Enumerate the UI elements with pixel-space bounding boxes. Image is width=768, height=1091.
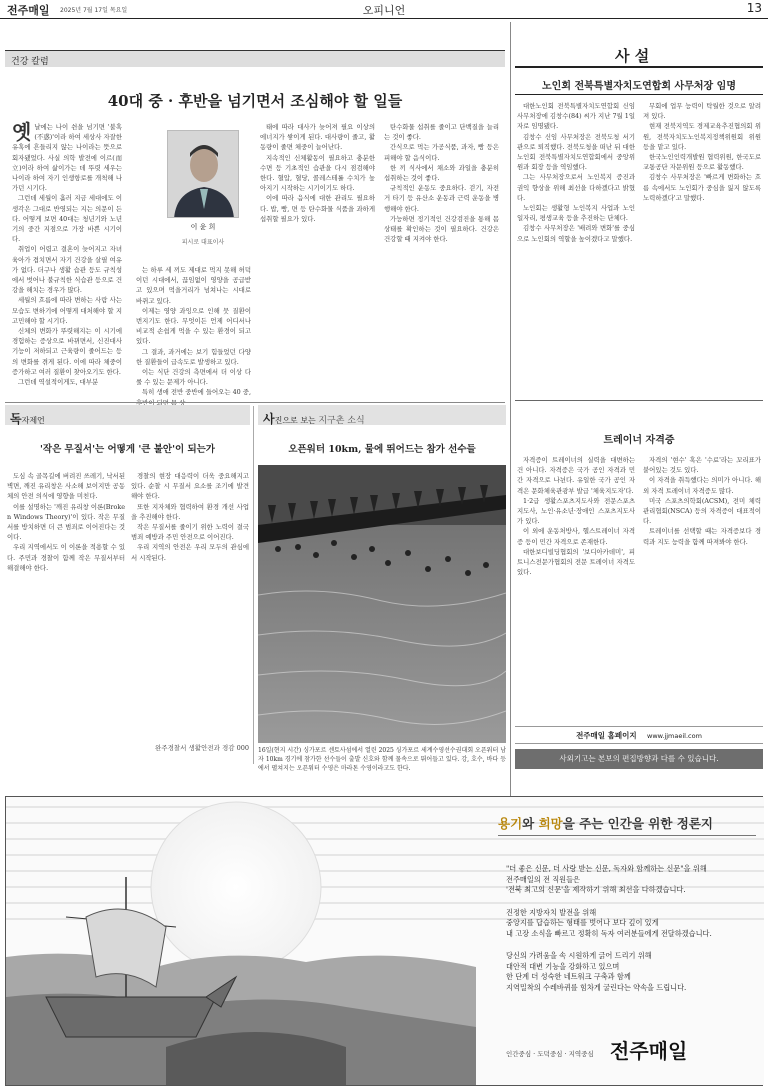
reader-opinion: [5, 405, 250, 765]
health-col1: [12, 122, 122, 387]
column-divider: [253, 406, 254, 764]
health-col4-p4: 가능하면 정기적인 건강검진을 통해 몸 상태를 확인하는 것이 필요하다. 건강은 건강할 때 지켜야 한다.: [384, 214, 499, 244]
editorial-col1-p4: 김창수 사무처장은 '배려와 변화'를 중심으로 노인회의 역할을 높이겠다고 말했다.: [517, 224, 635, 243]
vertical-divider: [510, 22, 511, 892]
photo-news-tag-accent: 지구촌 소식: [318, 416, 365, 426]
ad-para-1: [506, 864, 761, 896]
editorial-col1: [517, 101, 635, 244]
trainer-col1-p1: 1·2급 생활스포츠지도사와 전문스포츠지도사, 노인·유소년·장애인 스포츠지도사가 있다.: [517, 496, 635, 526]
ad-p2-l3: 내 고장 소식을 빠르고 정확히 독자 여러분들에게 전달하겠습니다.: [506, 928, 712, 938]
trainer-col1-p3: 대한보디빌딩협회의 '보디아카데미', 피트니스전문가협회의 전문 트레이너 자격도 있다.: [517, 547, 635, 577]
ad-p3-l4: 지역밀착의 수레바퀴를 힘차게 굴린다는 약속을 드립니다.: [506, 982, 687, 992]
trainer-col2-p0: 자격의 '현수' 혹은 '수료'라는 꼬리표가 붙어있는 것도 있다.: [643, 456, 761, 475]
issue-date: 2025년 7월 17일 목요일: [60, 7, 128, 14]
ad-p2-l2: 중앙지를 답습하는 형태를 벗어나 보다 깊이 있게: [506, 918, 659, 927]
health-col3-p2: 이에 따라 음식에 대한 관리도 필요하다. 밥, 빵, 면 등 탄수화물 식품을 과하게 섭취할 필요가 있다.: [260, 194, 375, 223]
homepage-label: 전주매일 홈페이지: [576, 731, 637, 740]
homepage-bar: [515, 726, 763, 744]
ad-p3-l1: 당신의 가려움을 속 시원하게 긁어 드리기 위해: [506, 951, 652, 960]
ad-headline-a: 용기: [498, 816, 523, 831]
health-col1-rest: [12, 193, 122, 387]
health-col2-p0: 는 하루 세 끼도 제대로 먹지 못해 허덕이던 시대에서, 끊임없이 영양을 공급받고 있으며 먹을거리가 넘쳐나는 시대로 바뀌고 있다.: [136, 266, 251, 305]
editorial-col1-p0: 대한노인회 전북특별자치도연합회 신임 사무처장에 김창수(84) 씨가 지난 7월 1일자로 임명됐다.: [517, 102, 635, 131]
reader-opinion-author: 완주경찰서 생활안전과 경감 000: [155, 744, 249, 752]
health-col4-p1: 간식으로 먹는 가공식품, 과자, 빵 등은 피해야 할 음식이다.: [384, 143, 499, 162]
reader-opinion-title: '작은 무질서'는 어떻게 '큰 불안'이 되는가: [39, 444, 215, 455]
health-col1-p4: 신체의 변화가 뚜렷해지는 이 시기에 경험하는 증상으로 바뀌면서, 신진대사 기능이 저하되고 근육량이 줄어드는 등의 변화를 겪게 된다. 이에 따라 체중이 증가하고 여러 질환이 찾아오기도 한다.: [12, 327, 122, 376]
notice-bar: 사외기고는 본보의 편집방향과 다를 수 있습니다.: [515, 749, 763, 769]
horizontal-divider: [5, 402, 505, 403]
editorial-col2-p1: 현재 전북지역도 경제교육추진협의회 위원, 전북자치도노인복지정책위원회 위원 등을 맡고 있다.: [643, 122, 761, 151]
editorial-col2: [643, 101, 761, 203]
ad-headline-d: 을 주는 인간을 위한 정론지: [562, 816, 713, 831]
health-col1-p0: 날에는 나이 쉰을 넘기면 '불혹(不惑)'이라 하여 세상사 자잘한 유혹에 흔들리지 않는 나이라는 뜻으로 회자됐었다. 사실 의학 발전에 이르(而立)이라 하여 삶이가는 데 뚜렷 세우는 나이라 하여 자기 인생항로를 개척해 나가던 시기다.: [12, 123, 122, 193]
ad-p1-l1: "더 좋은 신문, 더 사랑 받는 신문, 독자와 함께하는 신문"을 위해: [506, 864, 707, 873]
health-col4: [384, 122, 499, 244]
reader-opinion-col2-p3: 우리 지역의 안전은 우리 모두의 관심에서 시작된다.: [131, 543, 249, 562]
editorial-col1-p1: 김창수 신임 사무처장은 전북도청 서기관으로 퇴직했다. 전북도청을 떠난 뒤 대한노인회 전북특별자치도연합회에서 중앙위원과 회장 등을 역임했다.: [517, 132, 635, 172]
health-col3-p0: 태에 따라 대사가 늦어져 필요 이상의 에너지가 쌓이게 된다. 대사량이 줄고, 활동량이 줄면 체중이 늘어난다.: [260, 123, 375, 152]
health-col3-p1: 지속적인 신체활동이 필요하고 충분한 수면 등 기초적인 습관을 다시 점검해야 한다. 혈압, 혈당, 콜레스테롤 수치가 높아지기 시작하는 시기이기도 하다.: [260, 153, 375, 193]
editorial-col2-p0: 무회에 업무 능력이 탁월한 것으로 알려져 있다.: [643, 102, 761, 121]
reader-opinion-col1-p0: 도심 속 골목길에 버려진 쓰레기, 낙서된 벽면, 깨진 유리창은 사소해 보이지만 공동체의 안전 의식에 영향을 미친다.: [7, 472, 125, 501]
trainer-col1-p0: 자격증이 트레이너의 실력을 대변하는 건 아니다. 자격증은 국가 공인 자격과 민간 자격으로 나뉜다. 유일한 국가 공인 자격은 문화체육관광부 발급 '체육지도자'다.: [517, 456, 635, 495]
reader-opinion-col2-p0: 경찰의 현장 대응력이 더욱 중요해지고 있다. 순찰 시 무질서 요소를 조기에 발견해야 한다.: [131, 472, 249, 501]
health-column: [5, 50, 505, 400]
editorial-col2-p2: 한국노인인력개발원 협력위원, 한국도로교통공단 자문위원 등으로 활동했다.: [643, 153, 761, 172]
ad-p2-l1: 진정한 지방자치 발전을 위해: [506, 907, 597, 917]
health-col1-p3: 세월의 흐름에 따라 변하는 사람 사는 모습도 변하기에 어떻게 대처해야 할 지 고민해야 할 시기다.: [12, 296, 122, 325]
health-tag: [5, 50, 505, 67]
ad-headline: [498, 814, 713, 832]
editorial: [515, 40, 763, 390]
ad-para-2: [506, 908, 761, 940]
editorial-col1-p3: 노인회는 생활형 노인복지 사업과 노인 일자리, 평생교육 등을 추진하는 단체다.: [517, 204, 635, 223]
reader-opinion-col1-p2: 우리 지역에서도 이 이론을 적용할 수 있다. 주민과 경찰이 함께 작은 무질서부터 해결해야 한다.: [7, 543, 125, 572]
ad-body: [506, 864, 761, 993]
ad-para-3: [506, 951, 761, 993]
ad-p1-l3: '전북 최고의 신문'을 제작하기 위해 최선을 다하겠습니다.: [506, 885, 686, 894]
health-col4-p2: 한 끼 식사에서 채소와 과일을 충분히 섭취하는 것이 좋다.: [384, 163, 499, 183]
swimmers-photo: [258, 465, 506, 743]
health-col1-p5: 그런데 역설적이게도, 대부분: [18, 378, 99, 387]
author-photo: [167, 130, 239, 218]
ad-p1-l2: 전주매일의 전 직원들은: [506, 874, 581, 884]
photo-news: [258, 405, 506, 772]
trainer-col2-p2: 미국 스포츠의학회(ACSM), 전미 체력관리협회(NSCA) 등의 자격증이 대표적이다.: [643, 496, 761, 526]
ad-logo: 전주매일: [610, 1039, 688, 1063]
health-title: 40대 중 · 후반을 넘기면서 조심해야 할 일들: [107, 92, 403, 110]
reader-opinion-tag-big: 독: [10, 412, 22, 426]
reader-opinion-col2-p1: 또한 지자체와 협력하여 환경 개선 사업을 추진해야 한다.: [131, 502, 249, 521]
reader-opinion-tag: [5, 405, 250, 425]
health-col4-p0: 탄수화물 섭취를 줄이고 단백질을 늘리는 것이 좋다.: [384, 123, 499, 142]
health-col1-p1: 그런데 세월이 흘러 지금 세대에도 이 생각은 그대로 반영되는 지는 의문이 든다. 어떻게 보면 40대는 청년기와 노년기의 중간 지점으로 가장 바쁜 시기이다.: [12, 194, 122, 244]
ad-p3-l3: 한 단계 더 성숙한 네트워크 구축과 함께: [506, 972, 631, 981]
health-col2-p3: 이는 식단 건강의 측면에서 더 이상 다룰 수 있는 문제가 아니다.: [136, 368, 251, 387]
health-tag-label: 건강 칼럼: [11, 57, 49, 67]
editorial-rule-2: [515, 94, 763, 95]
author-title: 피시로 대표이사: [181, 239, 225, 246]
ad-slogan: 인간중심 · 도덕중심 · 지역중심: [506, 1050, 594, 1058]
open-water-swimmers-photo-icon: [258, 465, 506, 743]
editorial-col2-p3: 김창수 사무처장은 '빠르게 변화하는 흐름 속에서도 노인회가 중심을 잃지 않도록 노력하겠다'고 말했다.: [643, 173, 761, 202]
health-col2-p2: 그 결과, 과거에는 보기 힘들었던 다양한 질환들이 급속도로 발생하고 있다.: [136, 347, 251, 366]
trainer-col2-p1: 이 자격을 취득했다는 의미가 아니다. 해외 자격 트레이너 자격증도 많다.: [643, 476, 761, 495]
author-name: 이 윤 희: [190, 223, 216, 231]
trainer-col1-p2: 이 외에 운동처방사, 헬스트레이너 자격증 등이 민간 자격으로 존재한다.: [517, 527, 635, 546]
author-portrait-icon: [168, 131, 239, 218]
trainer-col1: [517, 455, 635, 577]
health-col2-p4: 특히 생애 전반 중반에 들어오는 40 중,: [142, 388, 251, 397]
trainer-column: [515, 400, 763, 700]
masthead-logo: 전주매일: [7, 4, 50, 17]
health-col2: [136, 265, 251, 408]
trainer-col2-p3: 트레이너를 선택할 때는 자격증보다 경력과 지도 능력을 함께 따져봐야 한다.: [643, 527, 761, 546]
editorial-title: 노인회 전북특별자치도연합회 사무처장 임명: [542, 81, 736, 92]
editorial-rule: [515, 66, 763, 68]
photo-news-tag-big: 사: [263, 412, 275, 426]
editorial-tag: 사 설: [615, 47, 650, 65]
editorial-col1-p2: 그는 사무처장으로서 노인복지 증진과 권익 향상을 위해 최선을 다하겠다고 밝혔다.: [517, 173, 635, 202]
reader-opinion-col1: [7, 471, 125, 573]
health-col3: [260, 122, 375, 224]
photo-news-tag-rest: 진으로 보는: [274, 416, 319, 425]
reader-opinion-col2: [131, 471, 249, 563]
trainer-title: 트레이너 자격증: [603, 435, 675, 446]
newspaper-ad: [5, 796, 763, 1086]
health-col1-p2: 취업이 어렵고 결혼이 늦어지고 자녀 육아가 겹치면서 자기 건강을 살필 여유가 없다. 더구나 생활 습관 등도 규칙성에서 벗어나 불규칙한 식습관 등으로 건강을 해치는 경우가 많다.: [12, 245, 122, 295]
photo-caption: 16일(현지 시간) 싱가포르 센토사섬에서 열린 2025 싱가포르 세계수영선수권대회 오픈워터 남자 10km 경기에 참가한 선수들이 출발 신호와 함께 물속으로 뛰어들고 있다. 강, 호수, 바다 등에서 펼쳐지는 오픈워터 수영은 마라톤 수영이라고도 한다.: [258, 747, 506, 772]
photo-news-title: 오픈워터 10km, 물에 뛰어드는 참가 선수들: [288, 444, 476, 455]
photo-news-tag: [258, 405, 506, 425]
reader-opinion-col2-p2: 작은 무질서를 줄이기 위한 노력이 결국 범죄 예방과 주민 안전으로 이어진다.: [131, 523, 249, 542]
ad-p3-l2: 대안적 대변 기능을 강화하고 있으며: [506, 961, 620, 971]
health-col2-p1: 이제는 영양 과잉으로 인해 뭇 질환이 번지기도 한다. 무엇이든 언제 어디서나 비교적 손쉽게 먹을 수 있는 환경이 되고 있다.: [136, 306, 251, 346]
section-name: 오피니언: [362, 4, 406, 17]
drop-cap: 옛: [12, 120, 32, 144]
health-col4-p3: 규칙적인 운동도 중요하다. 걷기, 자전거 타기 등 유산소 운동과 근력 운동을 병행해야 한다.: [384, 184, 499, 213]
trainer-rule: [515, 400, 763, 401]
page-number: 13: [746, 1, 762, 15]
trainer-col2: [643, 455, 761, 547]
ad-headline-b: 와: [522, 816, 539, 831]
ad-headline-c: 희망: [538, 816, 563, 831]
page-header: [0, 0, 768, 19]
reader-opinion-tag-rest: 자제언: [21, 416, 45, 425]
homepage-url[interactable]: www.jjmaeil.com: [647, 732, 702, 740]
ad-headline-rule: [498, 835, 756, 836]
reader-opinion-col1-p1: 이를 설명하는 '깨진 유리창 이론(Broken Windows Theory)'이 있다. 작은 무질서를 방치하면 더 큰 범죄로 이어진다는 것이다.: [7, 502, 125, 542]
